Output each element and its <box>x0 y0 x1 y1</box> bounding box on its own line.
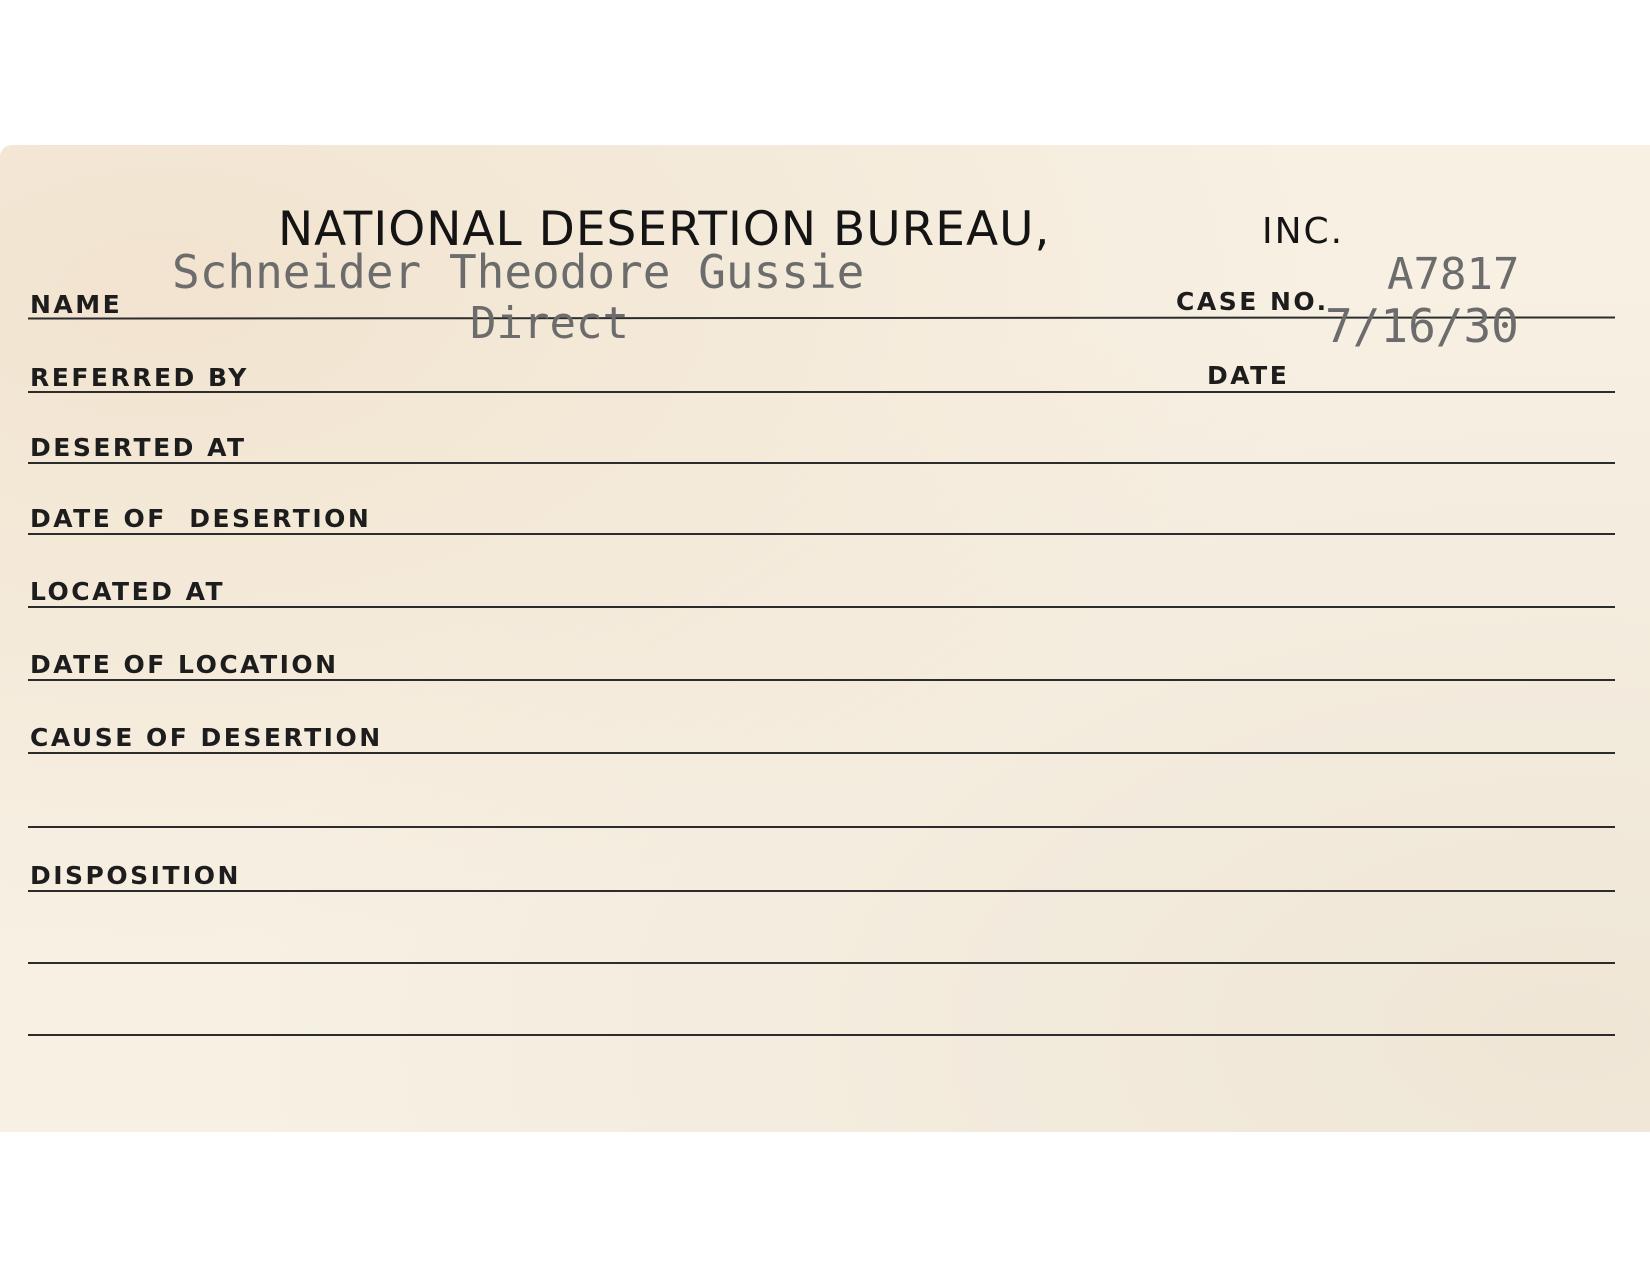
located-at-label: LOCATED AT <box>30 577 226 606</box>
disposition-line <box>28 890 1615 892</box>
referred-by-value: Direct <box>470 298 629 349</box>
date-value: 7/16/30 <box>1325 299 1519 353</box>
disposition-label: DISPOSITION <box>30 861 241 890</box>
referred-by-label: REFERRED BY <box>30 363 249 392</box>
date-of-desertion-label: DATE OF DESERTION <box>30 504 372 533</box>
name-value: Schneider Theodore Gussie <box>172 245 865 299</box>
date-label: DATE <box>1207 361 1290 390</box>
cause-of-desertion-line-2 <box>28 826 1615 828</box>
date-of-desertion-line <box>28 533 1615 535</box>
date-of-location-label: DATE OF LOCATION <box>30 650 339 679</box>
cause-of-desertion-line <box>28 752 1615 754</box>
case-no-label: CASE NO. <box>1176 287 1329 316</box>
index-card <box>0 145 1650 1132</box>
deserted-at-line <box>28 462 1615 464</box>
deserted-at-label: DESERTED AT <box>30 433 247 462</box>
disposition-line-2 <box>28 962 1615 964</box>
case-no-value: A7817 <box>1387 249 1520 300</box>
card-title: NATIONAL DESERTION BUREAU, <box>278 202 1051 257</box>
date-of-location-line <box>28 679 1615 681</box>
name-label: NAME <box>30 290 123 319</box>
located-at-line <box>28 606 1615 608</box>
card-title-suffix: INC. <box>1262 211 1345 252</box>
cause-of-desertion-label: CAUSE OF DESERTION <box>30 723 383 752</box>
referred-by-line <box>28 391 1615 393</box>
disposition-line-3 <box>28 1034 1615 1036</box>
